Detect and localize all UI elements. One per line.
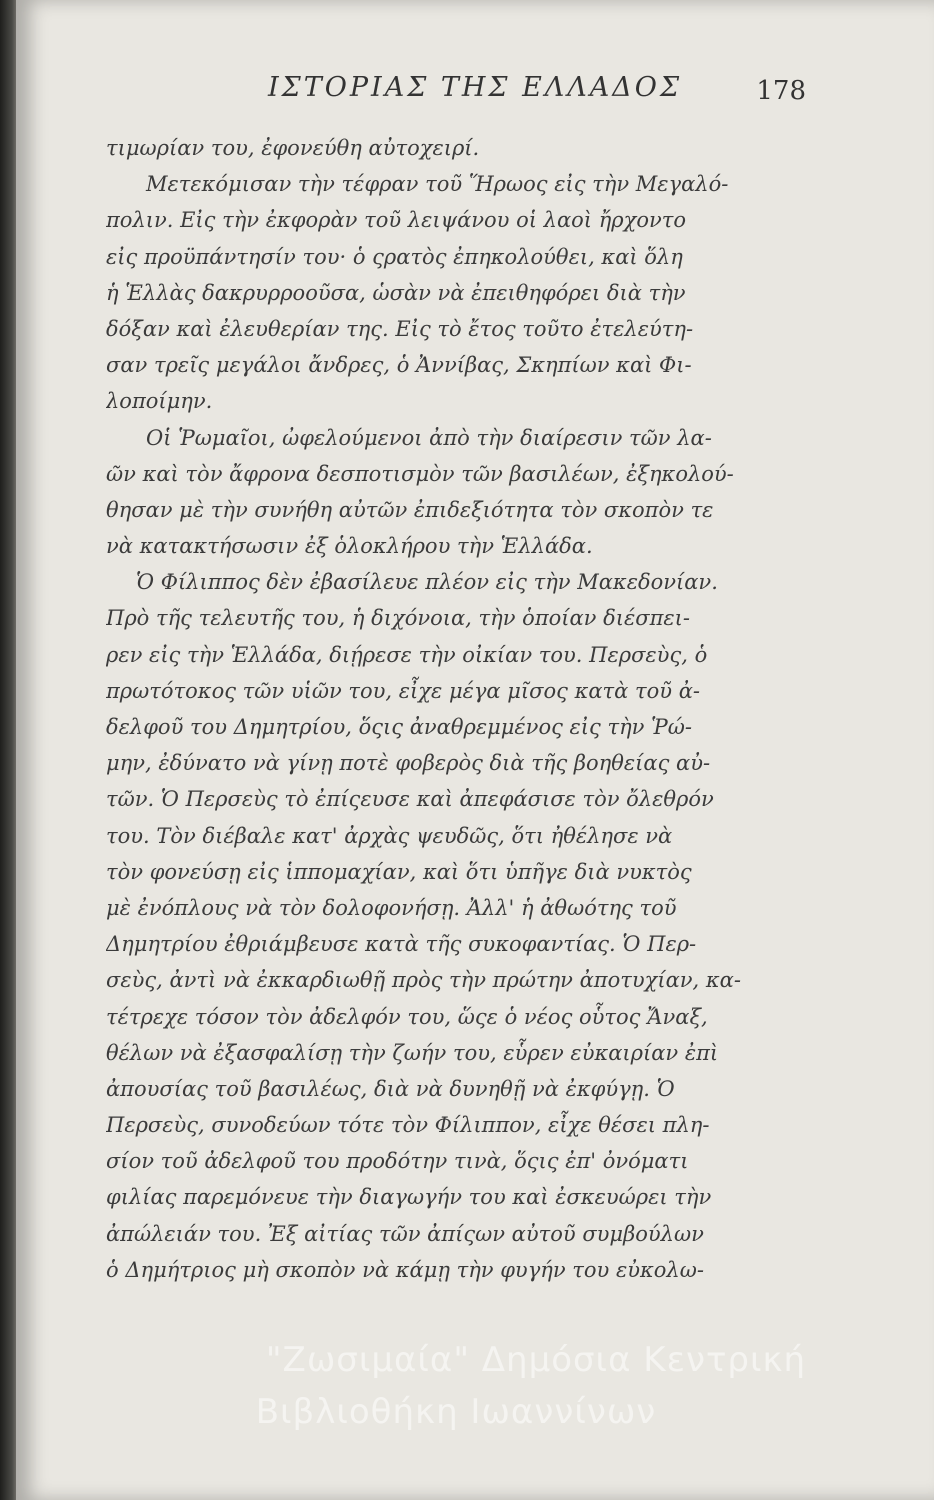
text-line: τέτρεχε τόσον τὸν ἀδελφόν του, ὥςε ὁ νέος οὗτος Ἄναξ, bbox=[106, 1004, 708, 1029]
text-line: Δημητρίου ἐθριάμβευσε κατὰ τῆς συκοφαντίας. Ὁ Περ- bbox=[106, 932, 697, 957]
page-header bbox=[16, 72, 934, 112]
text-line: τῶν. Ὁ Περσεὺς τὸ ἐπίςευσε καὶ ἀπεφάσισε τὸν ὄλεθρόν bbox=[106, 787, 714, 812]
text-line: Περσεὺς, συνοδεύων τότε τὸν Φίλιππον, εἶχε θέσει πλη- bbox=[106, 1113, 710, 1138]
text-line: νὰ κατακτήσωσιν ἐξ ὁλοκλήρου τὴν Ἑλλάδα. bbox=[106, 534, 593, 559]
text-line: σαν τρεῖς μεγάλοι ἄνδρες, ὁ Ἀννίβας, Σκηπίων καὶ Φι- bbox=[106, 353, 692, 378]
running-head: ΙΣΤΟΡΙΑΣ ΤΗΣ ΕΛΛΑΔΟΣ bbox=[267, 72, 683, 103]
text-line: μὲ ἐνόπλους νὰ τὸν δολοφονήσῃ. Ἀλλ' ἡ ἀθωότης τοῦ bbox=[106, 895, 677, 920]
text-line: ἡ Ἑλλὰς δακρυρροοῦσα, ὡσὰν νὰ ἐπειθηφόρει διὰ τὴν bbox=[106, 280, 686, 305]
library-watermark-line1: "Ζωσιμαία" Δημόσια Κεντρική bbox=[265, 1340, 807, 1380]
text-line: ἀπώλειάν του. Ἐξ αἰτίας τῶν ἀπίςων αὐτοῦ συμβούλων bbox=[106, 1221, 704, 1246]
text-line: εἰς προϋπάντησίν του· ὁ ςρατὸς ἐπηκολούθει, καὶ ὅλη bbox=[106, 244, 683, 269]
body-text bbox=[106, 130, 796, 1288]
text-line: ῶν καὶ τὸν ἄφρονα δεσποτισμὸν τῶν βασιλέων, ἐξηκολού- bbox=[106, 461, 734, 486]
text-line: σίον τοῦ ἀδελφοῦ του προδότην τινὰ, ὅςις ἐπ' ὀνόματι bbox=[106, 1149, 689, 1174]
text-line: μην, ἐδύνατο νὰ γίνῃ ποτὲ φοβερὸς διὰ τῆς βοηθείας αὐ- bbox=[106, 751, 711, 776]
text-line: δόξαν καὶ ἐλευθερίαν της. Εἰς τὸ ἔτος τοῦτο ἐτελεύτη- bbox=[106, 316, 694, 341]
text-line: δελφοῦ του Δημητρίου, ὅςις ἀναθρεμμένος εἰς τὴν Ῥώ- bbox=[106, 715, 692, 739]
text-line: Ὁ Φίλιππος δὲν ἐβασίλευε πλέον εἰς τὴν Μακεδονίαν. bbox=[136, 570, 718, 595]
page-number: 178 bbox=[756, 76, 806, 106]
text-line: πολιν. Εἰς τὴν ἐκφορὰν τοῦ λειψάνου οἱ λαοὶ ἤρχοντο bbox=[106, 208, 687, 233]
text-line: του. Τὸν διέβαλε κατ' ἀρχὰς ψευδῶς, ὅτι ἠθέλησε νὰ bbox=[106, 823, 673, 848]
text-line: τιμωρίαν του, ἐφονεύθη αὐτοχειρί. bbox=[106, 136, 480, 160]
text-line: Οἱ Ῥωμαῖοι, ὠφελούμενοι ἀπὸ τὴν διαίρεσιν τῶν λα- bbox=[146, 425, 712, 450]
text-line: λοποίμην. bbox=[106, 389, 213, 414]
text-line: ὁ Δημήτριος μὴ σκοπὸν νὰ κάμῃ τὴν φυγήν του εὐκολω- bbox=[106, 1257, 704, 1282]
text-line: φιλίας παρεμόνευε τὴν διαγωγήν του καὶ ἐσκευώρει τὴν bbox=[106, 1185, 712, 1210]
library-watermark-line2: Βιβλιοθήκη Ιωαννίνων bbox=[255, 1392, 657, 1432]
text-line: ἀπουσίας τοῦ βασιλέως, διὰ νὰ δυνηθῇ νὰ ἐκφύγῃ. Ὁ bbox=[106, 1076, 675, 1101]
text-line: σεὺς, ἀντὶ νὰ ἐκκαρδιωθῇ πρὸς τὴν πρώτην ἀποτυχίαν, κα- bbox=[106, 968, 741, 993]
text-line: θέλων νὰ ἐξασφαλίσῃ τὴν ζωήν του, εὗρεν εὐκαιρίαν ἐπὶ bbox=[106, 1040, 719, 1065]
text-line: Πρὸ τῆς τελευτῆς του, ἡ διχόνοια, τὴν ὁποίαν διέσπει- bbox=[106, 606, 691, 631]
book-page bbox=[16, 0, 934, 1500]
text-line: πρωτότοκος τῶν υἱῶν του, εἶχε μέγα μῖσος κατὰ τοῦ ἀ- bbox=[106, 678, 700, 703]
text-line: θησαν μὲ τὴν συνήθη αὐτῶν ἐπιδεξιότητα τὸν σκοπὸν τε bbox=[106, 497, 714, 522]
text-line: τὸν φονεύσῃ εἰς ἱππομαχίαν, καὶ ὅτι ὑπῆγε διὰ νυκτὸς bbox=[106, 859, 692, 884]
text-line: ρεν εἰς τὴν Ἑλλάδα, διῄρεσε τὴν οἰκίαν του. Περσεὺς, ὁ bbox=[106, 642, 708, 667]
text-line: Μετεκόμισαν τὴν τέφραν τοῦ Ἥρωος εἰς τὴν Μεγαλό- bbox=[146, 172, 729, 197]
